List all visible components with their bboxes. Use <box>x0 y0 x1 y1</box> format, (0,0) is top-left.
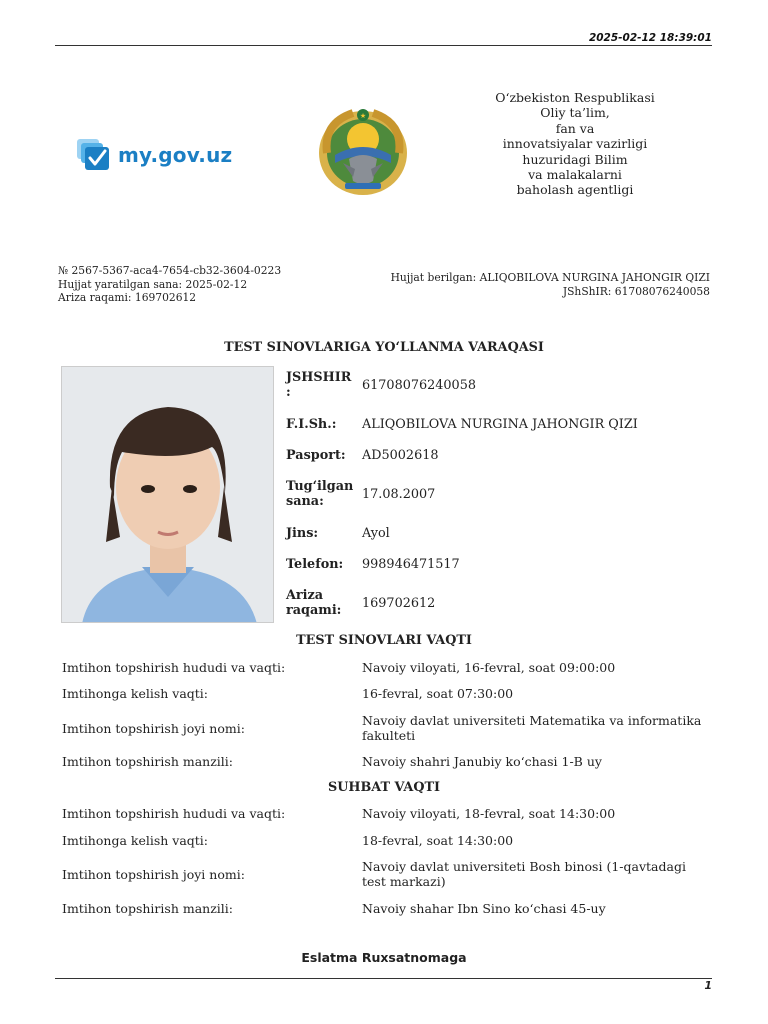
schedule-label: Imtihon topshirish manzili: <box>62 900 233 916</box>
document-created-date: Hujjat yaratilgan sana: 2025-02-12 <box>58 277 248 291</box>
info-row <box>286 554 716 574</box>
agency-line: huzuridagi Bilim <box>522 151 628 167</box>
document-title: TEST SINOVLARIGA YO‘LLANMA VARAQASI <box>224 340 544 355</box>
info-label: Jins: <box>286 525 319 541</box>
schedule-row <box>62 858 722 890</box>
state-emblem <box>313 103 413 199</box>
schedule-label: Imtihon topshirish hududi va vaqti: <box>62 659 286 675</box>
schedule-label: Imtihonga kelish vaqti: <box>62 685 209 701</box>
info-value: 17.08.2007 <box>362 486 436 502</box>
schedule-value: 18-fevral, soat 14:30:00 <box>362 832 514 848</box>
info-value: 998946471517 <box>362 556 460 572</box>
agency-name <box>475 90 675 198</box>
schedule-value: Navoiy davlat universiteti Bosh binosi (1-qavtadagi test markazi) <box>362 859 686 889</box>
application-number: Ariza raqami: 169702612 <box>58 291 197 304</box>
issued-to: Hujjat berilgan: ALIQOBILOVA NURGINA JAHONGIR QIZI <box>390 271 710 284</box>
schedule-row <box>62 712 722 744</box>
document-meta <box>58 264 281 305</box>
agency-line: fan va <box>555 120 595 136</box>
agency-line: baholash agentligi <box>516 182 634 198</box>
schedule-row <box>62 898 722 918</box>
schedule-value: Navoiy viloyati, 16-fevral, soat 09:00:00 <box>362 659 616 675</box>
agency-line: innovatsiyalar vazirligi <box>502 136 648 152</box>
schedule-row <box>62 683 722 703</box>
info-value: AD5002618 <box>362 447 439 463</box>
info-row <box>286 478 716 510</box>
info-value: 169702612 <box>362 595 436 611</box>
logo-text: my.gov.uz <box>118 143 233 167</box>
info-value: 61708076240058 <box>362 377 476 393</box>
mygov-logo <box>76 135 236 175</box>
info-row <box>286 369 716 401</box>
footer-divider <box>55 978 712 979</box>
info-label: Tug‘ilgan sana: <box>286 479 354 509</box>
schedule-row <box>62 751 722 771</box>
info-label: JSHSHIR : <box>286 370 352 400</box>
schedule-value: Navoiy shahri Janubiy ko‘chasi 1-B uy <box>362 753 602 769</box>
pinfl: JShShIR: 61708076240058 <box>562 284 710 298</box>
info-row <box>286 523 716 543</box>
svg-text:★: ★ <box>359 112 367 120</box>
schedule-label: Imtihon topshirish joyi nomi: <box>62 866 245 882</box>
schedule-label: Imtihon topshirish manzili: <box>62 753 233 769</box>
info-label: Ariza raqami: <box>286 588 342 618</box>
section-title-test: TEST SINOVLARI VAQTI <box>296 633 472 648</box>
info-row <box>286 414 716 434</box>
schedule-row <box>62 803 722 823</box>
section-title-interview: SUHBAT VAQTI <box>327 780 441 795</box>
schedule-value: Navoiy viloyati, 18-fevral, soat 14:30:00 <box>362 805 616 821</box>
applicant-photo <box>61 366 274 623</box>
header-divider <box>55 45 712 46</box>
schedule-value: Navoiy shahar Ibn Sino ko‘chasi 45-uy <box>362 900 606 916</box>
agency-line: O‘zbekiston Respublikasi <box>495 90 655 105</box>
schedule-row <box>62 657 722 677</box>
document-number: № 2567-5367-aca4-7654-cb32-3604-0223 <box>58 264 282 277</box>
checkbox-icon <box>76 138 112 172</box>
agency-line: Oliy ta’lim, <box>540 105 610 121</box>
schedule-row <box>62 830 722 850</box>
agency-line: va malakalarni <box>528 167 622 183</box>
info-row <box>286 587 716 619</box>
schedule-value: Navoiy davlat universiteti Matematika va informatika fakulteti <box>362 713 702 743</box>
info-value: Ayol <box>362 525 390 541</box>
info-row <box>286 445 716 465</box>
info-label: Pasport: <box>286 447 346 463</box>
issued-to-meta <box>391 271 710 298</box>
schedule-label: Imtihon topshirish hududi va vaqti: <box>62 805 286 821</box>
info-value: ALIQOBILOVA NURGINA JAHONGIR QIZI <box>362 416 638 432</box>
info-label: F.I.Sh.: <box>286 416 337 432</box>
schedule-value: 16-fevral, soat 07:30:00 <box>362 685 514 701</box>
info-label: Telefon: <box>286 556 344 572</box>
schedule-label: Imtihonga kelish vaqti: <box>62 832 209 848</box>
schedule-label: Imtihon topshirish joyi nomi: <box>62 720 245 736</box>
page-number: 1 <box>704 979 712 992</box>
note-heading: Eslatma Ruxsatnomaga <box>301 950 467 965</box>
document-timestamp: 2025-02-12 18:39:01 <box>588 32 712 44</box>
